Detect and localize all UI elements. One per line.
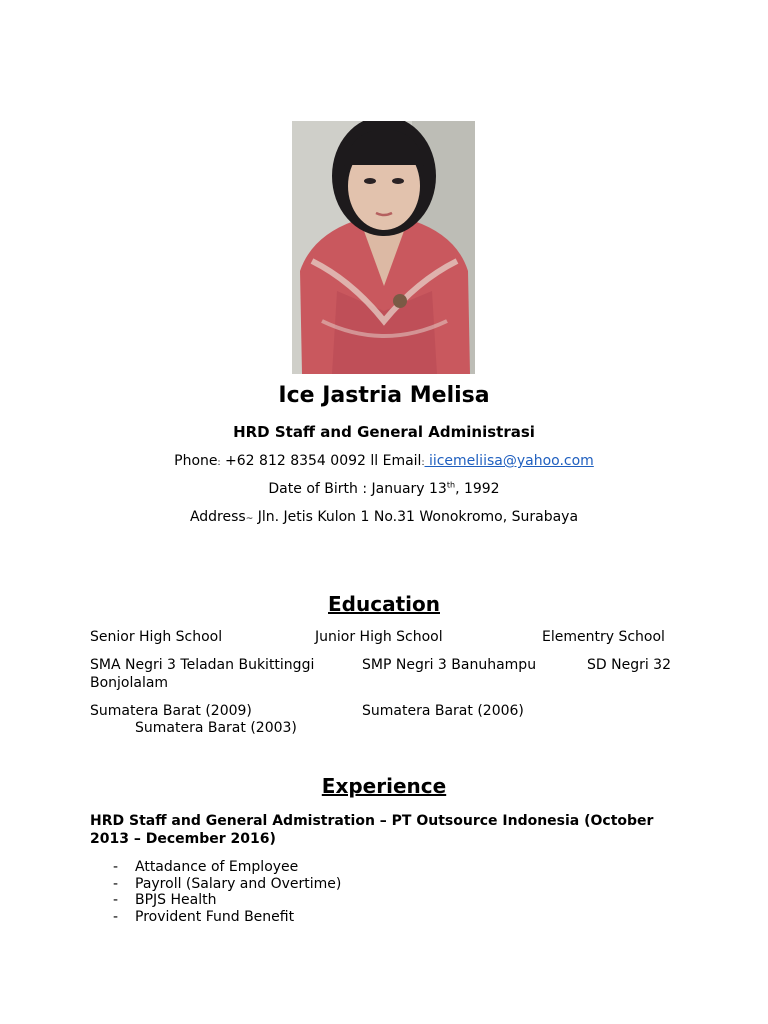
dob-prefix: Date of Birth : January 13: [268, 481, 447, 497]
bullet-dash: -: [113, 892, 119, 908]
bullet-dash: -: [113, 875, 119, 892]
edu-level-junior: Junior High School: [315, 629, 443, 645]
edu-level-senior: Senior High School: [90, 629, 223, 645]
phone-label: Phone: [174, 453, 218, 469]
duty-text: Attadance of Employee: [135, 859, 299, 875]
bullet-dash: -: [113, 908, 119, 925]
phone-separator: :: [217, 458, 221, 468]
duty-item: [113, 859, 341, 876]
dob-suffix: , 1992: [455, 481, 500, 497]
address-separator: ~: [245, 514, 254, 524]
edu-school-elementary-cont: Bonjolalam: [90, 675, 169, 691]
duty-text: BPJS Health: [135, 892, 217, 908]
address-line: [0, 509, 768, 525]
job-entry-title: HRD Staff and General Admistration – PT Outsource Indonesia (October 2013 – December 2016): [90, 813, 654, 847]
edu-place-elementary: Sumatera Barat (2003): [135, 720, 297, 736]
edu-school-elementary: SD Negri 32: [587, 657, 671, 673]
edu-school-senior: SMA Negri 3 Teladan Bukittinggi: [90, 657, 315, 673]
email-link[interactable]: iicemeliisa@yahoo.com: [424, 453, 594, 469]
experience-heading: Experience: [321, 774, 447, 798]
dob-ordinal: th: [446, 480, 456, 490]
bullet-dash: -: [113, 859, 119, 875]
education-heading: Education: [328, 592, 440, 616]
duty-item: [113, 892, 341, 909]
candidate-name: Ice Jastria Melisa: [278, 383, 490, 408]
duty-item: [113, 876, 341, 893]
email-separator: :: [421, 458, 425, 468]
edu-level-elementary: Elementry School: [542, 629, 665, 645]
contact-line: [0, 453, 768, 469]
profile-photo: [292, 121, 475, 374]
address-value: Jln. Jetis Kulon 1 No.31 Wonokromo, Surabaya: [253, 509, 579, 525]
duty-text: Provident Fund Benefit: [135, 908, 295, 925]
duty-item: [113, 909, 341, 926]
address-label: Address: [189, 509, 246, 525]
edu-place-senior: Sumatera Barat (2009): [90, 703, 252, 719]
edu-place-junior: Sumatera Barat (2006): [362, 703, 524, 719]
date-of-birth: [0, 481, 768, 497]
edu-school-junior: SMP Negri 3 Banuhampu: [362, 657, 537, 673]
duty-list: [113, 859, 341, 925]
duty-text: Payroll (Salary and Overtime): [135, 875, 342, 892]
job-role: HRD Staff and General Administrasi: [233, 423, 535, 441]
phone-number: +62 812 8354 0092 ll Email: [220, 453, 422, 469]
